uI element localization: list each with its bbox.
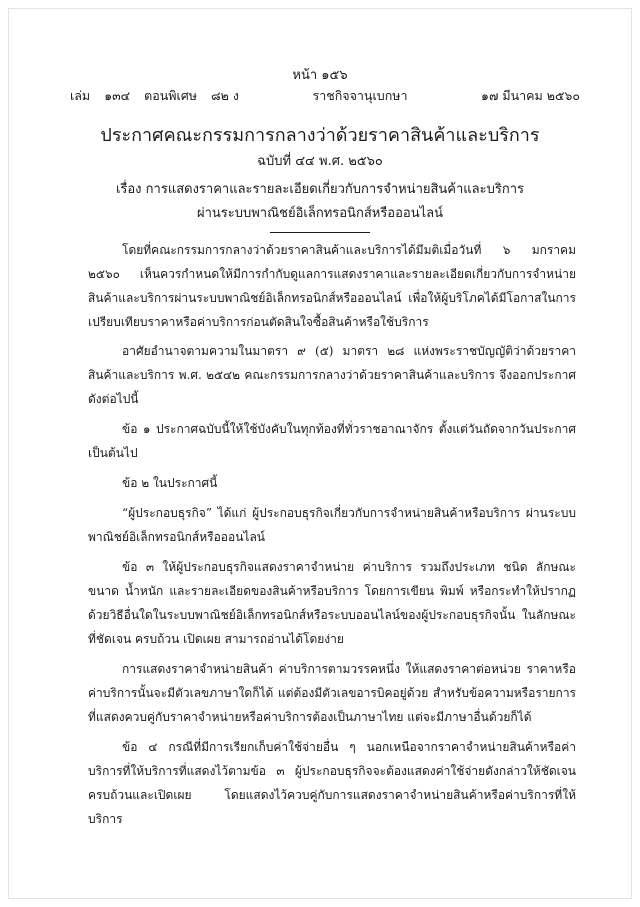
announcement-subject bbox=[0, 178, 640, 226]
volume-label: เล่ม bbox=[70, 88, 91, 103]
subject-line-2: ผ่านระบบพาณิชย์อิเล็กทรอนิกส์หรือออนไลน์ bbox=[196, 206, 444, 221]
paragraph-clause-3: ข้อ ๓ ให้ผู้ประกอบธุรกิจแสดงราคาจำหน่าย ค่าบริการ รวมถึงประเภท ชนิด ลักษณะ ขนาด น้ำหนัก และรายละเอียดของสินค้าหรือบริการ โดยการเขียน พิมพ์ หรือกระทำให้ปรากฏด้วยวิธีอื่นใดในระบบพาณิชย์อิเล็กทรอนิกส์หรือระบบออนไลน์ของผู้ประกอบธุรกิจนั้น ในลักษณะที่ชัดเจน ครบถ้วน เปิดเผย สามารถอ่านได้โดยง่าย bbox=[88, 560, 576, 646]
paragraph-preamble: โดยที่คณะกรรมการกลางว่าด้วยราคาสินค้าและบริการได้มีมติเมื่อวันที่ ๖ มกราคม ๒๕๖๐ เห็นควรกำหนดให้มีการกำกับดูแลการแสดงราคาและรายละเอียดเกี่ยวกับการจำหน่ายสินค้าและบริการผ่านระบบพาณิชย์อิเล็กทรอนิกส์หรือออนไลน์ เพื่อให้ผู้บริโภคได้มีโอกาสในการเปรียบเทียบราคาหรือค่าบริการก่อนตัดสินใจซื้อสินค้าหรือใช้บริการ bbox=[88, 243, 576, 329]
document-body bbox=[88, 238, 576, 831]
paragraph-authority: อาศัยอำนาจตามความในมาตรา ๙ (๕) มาตรา ๒๘ แห่งพระราชบัญญัติว่าด้วยราคาสินค้าและบริการ พ.ศ. ๒๕๔๒ คณะกรรมการกลางว่าด้วยราคาสินค้าและบริการ จึงออกประกาศดังต่อไปนี้ bbox=[88, 344, 576, 406]
gazette-header bbox=[70, 86, 580, 106]
paragraph-clause-1: ข้อ ๑ ประกาศฉบับนี้ให้ใช้บังคับในทุกท้องที่ทั่วราชอาณาจักร ตั้งแต่วันถัดจากวันประกาศเป็นต้นไป bbox=[88, 422, 576, 460]
paragraph-clause-2: ข้อ ๒ ในประกาศนี้ bbox=[122, 476, 218, 490]
publication-name: ราชกิจจานุเบกษา bbox=[312, 88, 408, 103]
gazette-volume-info bbox=[70, 86, 239, 106]
announcement-issue: ฉบับที่ ๔๔ พ.ศ. ๒๕๖๐ bbox=[257, 154, 383, 169]
title-divider bbox=[270, 232, 370, 233]
subject-line-1: เรื่อง การแสดงราคาและรายละเอียดเกี่ยวกับการจำหน่ายสินค้าและบริการ bbox=[115, 182, 525, 197]
section-number: ๘๒ ง bbox=[211, 88, 239, 103]
paragraph-clause-3-price-display: การแสดงราคาจำหน่ายสินค้า ค่าบริการตามวรรคหนึ่ง ให้แสดงราคาต่อหน่วย ราคาหรือค่าบริการนั้นจะมีตัวเลขภาษาใดก็ได้ แต่ต้องมีตัวเลขอารบิคอยู่ด้วย สำหรับข้อความหรือรายการที่แสดงควบคู่กับราคาจำหน่ายหรือค่าบริการต้องเป็นภาษาไทย แต่จะมีภาษาอื่นด้วยก็ได้ bbox=[88, 662, 576, 724]
page-number: หน้า ๑๕๖ bbox=[292, 68, 348, 83]
paragraph-clause-4: ข้อ ๔ กรณีที่มีการเรียกเก็บค่าใช้จ่ายอื่น ๆ นอกเหนือจากราคาจำหน่ายสินค้าหรือค่าบริการที่ให้บริการที่แสดงไว้ตามข้อ ๓ ผู้ประกอบธุรกิจจะต้องแสดงค่าใช้จ่ายดังกล่าวให้ชัดเจนครบถ้วนและเปิดเผย โดยแสดงไว้ควบคู่กับการแสดงราคาจำหน่ายสินค้าหรือค่าบริการที่ให้บริการ bbox=[88, 740, 576, 826]
publication-date: ๑๗ มีนาคม ๒๕๖๐ bbox=[481, 88, 580, 103]
announcement-title: ประกาศคณะกรรมการกลางว่าด้วยราคาสินค้าและบริการ bbox=[100, 125, 540, 146]
volume-number: ๑๓๔ bbox=[104, 88, 131, 103]
section-label: ตอนพิเศษ bbox=[144, 88, 197, 103]
paragraph-definition: “ผู้ประกอบธุรกิจ” ได้แก่ ผู้ประกอบธุรกิจเกี่ยวกับการจำหน่ายสินค้าหรือบริการ ผ่านระบบพาณิชย์อิเล็กทรอนิกส์หรือออนไลน์ bbox=[88, 506, 576, 544]
